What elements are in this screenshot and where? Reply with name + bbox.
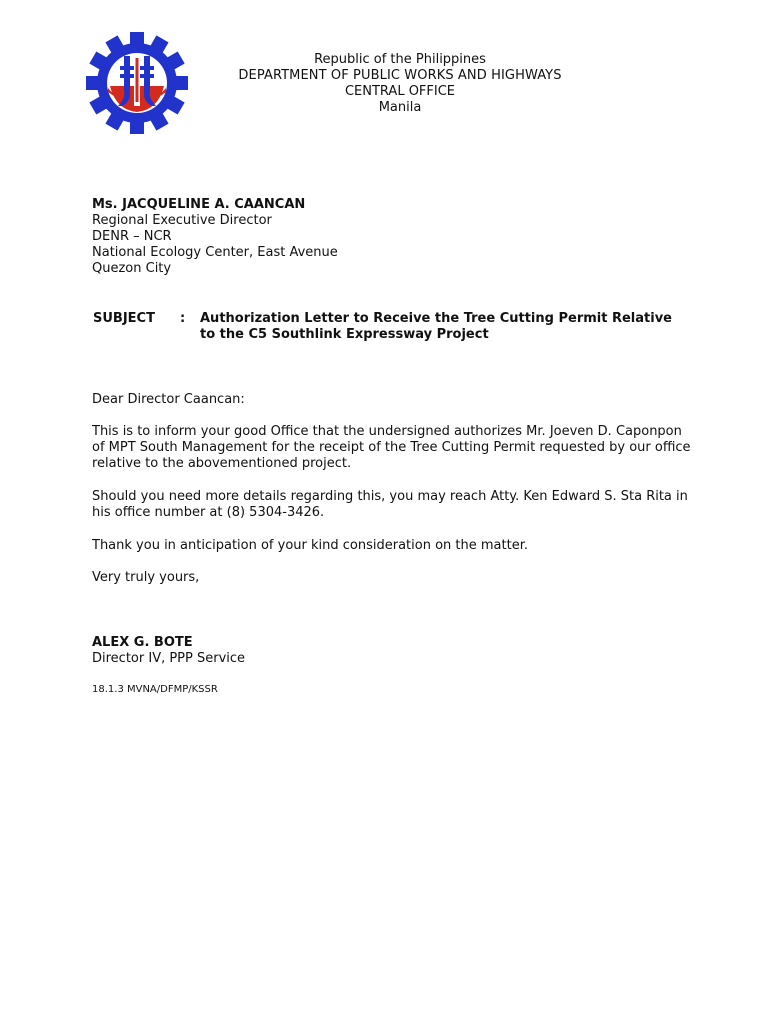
office-city: Manila [378,100,422,115]
paragraph-line: Should you need more details regarding this, you may reach Atty. Ken Edward S. Sta Rita in [92,489,688,504]
paragraph-line: relative to the abovementioned project. [92,456,352,471]
department-name: DEPARTMENT OF PUBLIC WORKS AND HIGHWAYS [238,68,562,83]
addressee-city: Quezon City [92,261,172,276]
letterhead [150,52,650,116]
paragraph-line: This is to inform your good Office that the undersigned authorizes Mr. Joeven D. Caponpon [92,424,682,439]
subject-label: SUBJECT [93,311,155,326]
reference-code: 18.1.3 MVNA/DFMP/KSSR [92,684,218,695]
addressee-address: National Ecology Center, East Avenue [92,245,338,260]
paragraph-thanks: Thank you in anticipation of your kind consideration on the matter. [92,538,528,553]
addressee-name: Ms. JACQUELINE A. CAANCAN [92,197,306,212]
subject-colon: : [180,311,186,326]
subject-line-1: Authorization Letter to Receive the Tree Cutting Permit Relative [200,311,672,326]
subject-text [200,311,672,343]
addressee-block [92,197,338,277]
paragraph-authorization [92,424,691,472]
republic-line: Republic of the Philippines [314,52,486,67]
signatory-name: ALEX G. BOTE [92,635,193,650]
signatory-title: Director IV, PPP Service [92,651,246,666]
paragraph-line: his office number at (8) 5304-3426. [92,505,325,520]
paragraph-contact [92,489,688,521]
closing: Very truly yours, [92,570,200,585]
addressee-agency: DENR – NCR [92,229,172,244]
office-name: CENTRAL OFFICE [344,84,456,99]
subject-line-2: to the C5 Southlink Expressway Project [200,327,489,342]
addressee-title: Regional Executive Director [92,213,272,228]
paragraph-line: of MPT South Management for the receipt of the Tree Cutting Permit requested by our office [92,440,691,455]
salutation: Dear Director Caancan: [92,392,245,407]
